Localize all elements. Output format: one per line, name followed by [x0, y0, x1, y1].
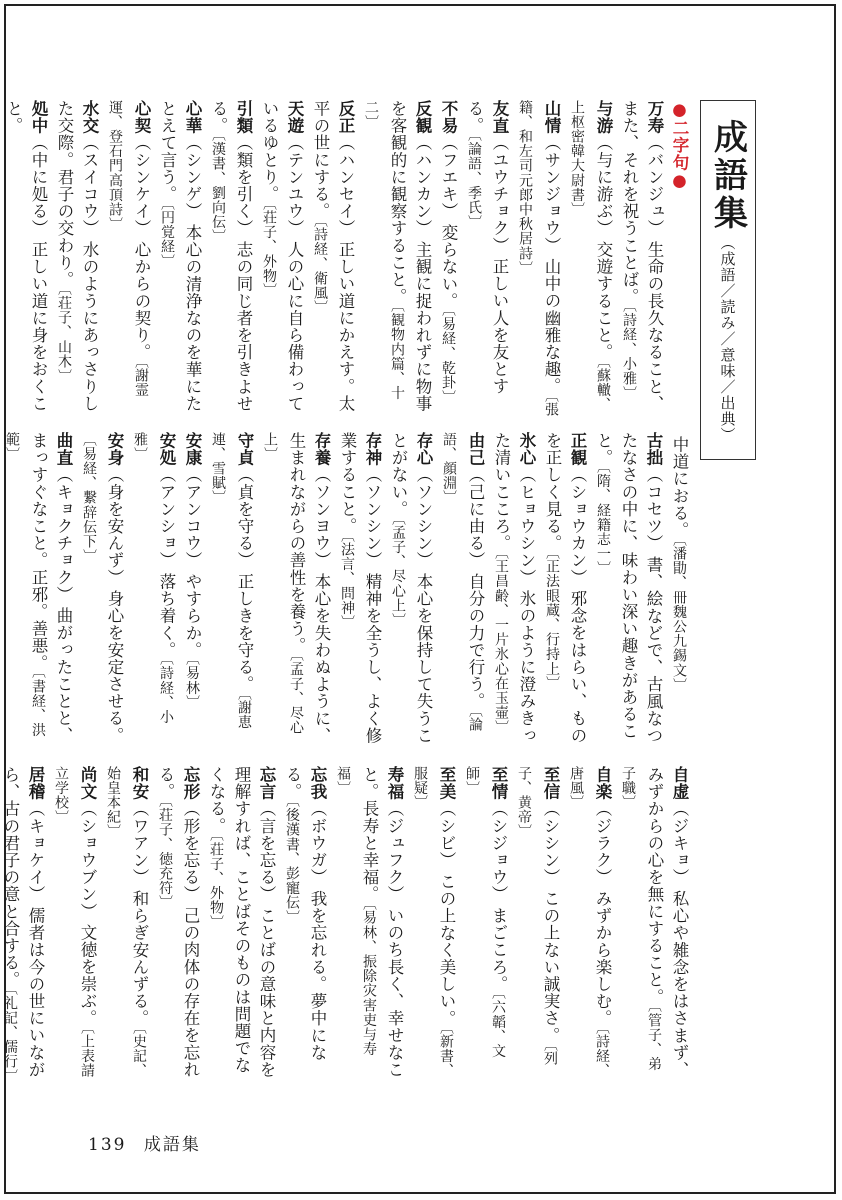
entry-source: 〔 張籍、和左司元郎中秋居詩 〕 [517, 100, 559, 417]
entry-source: 〔 孟子、尽心上 〕 [390, 518, 406, 628]
entry-meaning: 正しきを守る。 [235, 572, 254, 693]
entry-source: 〔 謝霊運、登石門高頂詩 〕 [107, 100, 149, 397]
entry [205, 432, 257, 750]
entry-source: 〔 易経、繋辞伝下 〕 [81, 432, 97, 563]
entry [459, 766, 511, 1084]
entry-meaning: 水のようにあっさりした交際。君子の交わり。 [55, 100, 99, 412]
entry-meaning: 私心や雑念をはさまず、みずからの心を無にすること。 [645, 766, 689, 1078]
entry-term: 水交 [80, 100, 99, 135]
entry [512, 100, 564, 418]
entry-source: 〔 列子、黄帝 〕 [516, 766, 558, 1066]
entry-reading: （類を引く） [234, 134, 253, 237]
entry-source: 〔 王昌齢、一片氷心在玉壷 〕 [493, 552, 509, 735]
entry [564, 100, 616, 418]
entry-reading: （身を安んず） [105, 466, 124, 586]
entry-term: 心華 [183, 100, 202, 135]
footer-label: 成語集 [143, 1135, 201, 1155]
entry-source: 〔 潘勖、冊魏公九錫文 〕 [671, 539, 687, 693]
entry-term: 和安 [130, 766, 149, 801]
title-box [700, 100, 756, 460]
entry [539, 432, 590, 750]
entry [358, 100, 435, 418]
entry-term: 居稽 [26, 766, 45, 801]
entry-source: 〔 荘子、外物 〕 [261, 203, 277, 298]
entry [257, 432, 334, 750]
entry-meaning: 変らない。 [439, 223, 458, 310]
entry-meaning: 生命の長久なること、また、それを祝うことば。 [620, 100, 664, 412]
entry-reading: （形を忘る） [181, 800, 200, 903]
entry-reading: （シンケイ） [132, 134, 151, 237]
entry-term: 存心 [414, 432, 433, 467]
bullet-icon: ● [670, 100, 689, 120]
page-footer [88, 1130, 201, 1155]
entry-reading: （ショウカン） [568, 466, 587, 586]
entry-reading: （コセツ） [644, 466, 663, 552]
page-subtitle: （成語／読み／意味／出典） [718, 235, 737, 443]
entry [563, 766, 615, 1084]
entry-meaning: 中道におる。 [670, 436, 689, 539]
entry-source: 〔 史記、始皇本紀 〕 [105, 766, 147, 1078]
entry-term: 守貞 [235, 432, 254, 467]
entry-reading: （ジラク） [593, 800, 612, 886]
entry-meaning: ことばの意味と内容を理解すれば、ことばそのものは問題でなくなる。 [207, 766, 276, 1078]
entry-source: 〔 隋、経籍志一 〕 [595, 466, 611, 576]
entry-reading: （己に由る） [466, 466, 485, 569]
entry-term: 安処 [157, 432, 176, 467]
entry-term: 至信 [541, 766, 560, 801]
entry-reading: （キョクチョク） [54, 466, 73, 604]
entry-meaning: 己の肉体の存在を忘れる。 [156, 766, 200, 1078]
entry-term: 自虚 [670, 766, 689, 801]
entry-reading: （テンユウ） [285, 134, 304, 237]
entry-source: 〔 新書、服疑 〕 [412, 766, 454, 1078]
entry [666, 432, 692, 750]
entry-meaning: この上ない誠実さ。 [541, 889, 560, 1044]
entry-reading: （シンゲ） [183, 134, 202, 220]
entry [76, 432, 127, 750]
entry-reading: （シジョウ） [489, 800, 508, 903]
entry-source: 〔 荘子、外物 〕 [208, 834, 224, 929]
entry [102, 100, 154, 418]
entry-reading: （貞を守る） [235, 466, 254, 569]
entry-reading: （ワアン） [130, 800, 149, 886]
entry-source: 〔 荘子、徳充符 〕 [157, 800, 173, 910]
entry [0, 766, 48, 1084]
entry [407, 766, 459, 1084]
entry-source: 〔 礼記、儒行 〕 [2, 988, 18, 1083]
entry-meaning: 氷のように澄みきった清いこころ。 [492, 432, 536, 744]
entry-term: 曲直 [54, 432, 73, 467]
entry-reading: （ヒョウシン） [517, 466, 536, 586]
entry [154, 100, 205, 418]
entry-reading: （ソンシン） [414, 466, 433, 569]
entry [1, 100, 51, 418]
entry [152, 766, 203, 1084]
entry-term: 反正 [336, 100, 355, 135]
entry-source: 〔 詩経、小雅 〕 [621, 305, 637, 400]
entry-reading: （フエキ） [439, 134, 458, 220]
entry-meaning: 儒者は今の世にいながら、古の君子の意と合する。 [1, 766, 45, 1078]
entry-source: 〔 正法眼蔵、行持上 〕 [544, 552, 560, 691]
entry-term: 万寿 [645, 100, 664, 135]
entry-meaning: 落ち着く。 [157, 572, 176, 659]
entry [334, 432, 385, 750]
entry-meaning: 心からの契り。 [132, 240, 151, 361]
entry [385, 432, 436, 750]
entry-meaning: この上なく美しい。 [437, 872, 456, 1027]
entry [0, 432, 76, 750]
entry-meaning: 交遊すること。 [594, 240, 613, 361]
entry [616, 100, 667, 418]
entry-source: 〔 法言、問神 〕 [339, 535, 355, 630]
entry-source: 〔 書経、洪範 〕 [4, 432, 46, 737]
entry-reading: （ハンセイ） [336, 134, 355, 237]
entry-term: 心契 [132, 100, 151, 135]
entry-term: 友直 [490, 100, 509, 135]
entry-meaning: 邪念をはらい、ものを正しく見る。 [543, 432, 587, 744]
entry-source: 〔 観物内篇、十二 〕 [363, 100, 405, 400]
entry-meaning: 本心の清浄なのを華にたとえて言う。 [158, 100, 202, 412]
entry-source: 〔 詩経、唐風 〕 [568, 766, 610, 1078]
entry-reading: （シシン） [541, 800, 560, 886]
entry [179, 432, 205, 750]
entry-meaning: 本心を失わぬように、生まれながらの善性を養う。 [287, 432, 331, 744]
entry-source: 〔 易林、振除灾害吏与寿福 〕 [335, 766, 377, 1056]
entry-meaning: 正しい人を友とする。 [465, 100, 509, 395]
entry-term: 忘我 [308, 766, 327, 801]
entry-reading: （ジキョ） [670, 800, 689, 886]
entry-reading: （言を忘る） [257, 800, 276, 903]
entry-term: 自楽 [593, 766, 612, 801]
entry-term: 天遊 [285, 100, 304, 135]
entry-term: 不易 [439, 100, 458, 135]
entry-source: 〔 易林 〕 [184, 658, 200, 709]
entry [330, 766, 407, 1084]
entry-meaning: 主観に捉われずに物事を客観的に観察すること。 [388, 100, 432, 412]
entry-source: 〔 漢書、劉向伝 〕 [210, 134, 226, 244]
entry-meaning: 和らぎ安んずる。 [130, 889, 149, 1027]
entry-source: 〔 上表請立学校 〕 [53, 766, 95, 1078]
entry-meaning: まごころ。 [489, 906, 508, 993]
entry-meaning: 山中の幽雅な趣。 [542, 257, 561, 395]
entry-meaning: 人の心に自ら備わっているゆとり。 [260, 100, 304, 412]
entry-meaning: 文徳を崇ぶ。 [78, 923, 97, 1027]
entry-source: 〔 荘子、山木 〕 [56, 288, 72, 383]
entry-source: 〔 詩経、衛風 〕 [312, 220, 328, 315]
page-title: 成語集 [707, 119, 748, 233]
entry-reading: （バンジュ） [645, 134, 664, 237]
entry-meaning: 正しい道に身をおくこと。 [4, 100, 48, 412]
entry-term: 至美 [437, 766, 456, 801]
section-heading-text: 二字句 [670, 119, 689, 171]
entry-reading: （スイコウ） [80, 134, 99, 237]
entry-term: 忘形 [181, 766, 200, 801]
entry-term: 忘言 [257, 766, 276, 801]
entry-reading: （ユウチョク） [490, 134, 509, 254]
entry-source: 〔 管子、弟子職 〕 [620, 766, 662, 1071]
entry [256, 100, 307, 418]
entry-reading: （サンジョウ） [542, 134, 561, 254]
entry-source: 〔 孟子、尽心上 〕 [262, 432, 304, 735]
entry-term: 至情 [489, 766, 508, 801]
entry-source: 〔 詩経、小雅 〕 [132, 432, 174, 724]
entry [461, 100, 512, 418]
entry-source: 〔 謝恵連、雪賦 〕 [210, 432, 252, 729]
entry-reading: （中に処る） [29, 134, 48, 237]
entry-meaning: やすらか。 [183, 572, 202, 659]
entry-column-2 [0, 432, 692, 750]
entry [436, 432, 488, 750]
section-heading [667, 100, 692, 418]
entry-reading: （ソンシン） [363, 466, 382, 569]
entry [127, 432, 179, 750]
entry [307, 100, 358, 418]
entry-meaning: 本心を保持して失うことがない。 [389, 432, 433, 744]
entry-term: 存神 [363, 432, 382, 467]
entry-term: 山情 [542, 100, 561, 135]
entry-meaning: みずから楽しむ。 [593, 889, 612, 1027]
entry-source: 〔 易経、乾卦 〕 [440, 309, 456, 404]
entry-reading: （ソンヨウ） [312, 466, 331, 569]
entry-meaning: 精神を全うし、よく修業すること。 [338, 432, 382, 744]
entry-meaning: 正しい道にかえす。太平の世にする。 [311, 100, 355, 412]
entry [203, 766, 279, 1084]
entry [435, 100, 461, 418]
entry-reading: （アンショ） [157, 466, 176, 569]
entry [51, 100, 102, 418]
entry-term: 古拙 [644, 432, 663, 467]
entry [511, 766, 563, 1084]
entry-term: 正観 [568, 432, 587, 467]
entry-meaning: いのち長く、幸せなこと。長寿と幸福。 [360, 766, 404, 1078]
entry-meaning: 書、絵などで、古風なつたなさの中に、味わい深い趣きがあること。 [594, 432, 663, 744]
entry [590, 432, 666, 750]
entry-source: 〔 論語、顔淵 〕 [441, 432, 483, 732]
entry [615, 766, 692, 1084]
entry-term: 氷心 [517, 432, 536, 467]
entry-reading: （ボウガ） [308, 800, 327, 886]
entry-term: 由己 [466, 432, 485, 467]
entry-term: 処中 [29, 100, 48, 135]
entry [205, 100, 256, 418]
entry-term: 寿福 [385, 766, 404, 801]
entry [488, 432, 539, 750]
entry-term: 反観 [413, 100, 432, 135]
entry-column-3 [0, 766, 692, 1084]
entry-meaning: 我を忘れる。夢中になる。 [283, 766, 327, 1061]
entry [100, 766, 152, 1084]
entry-source: 〔 論語、季氏 〕 [466, 134, 482, 229]
entry-source: 〔 円覚経 〕 [159, 203, 175, 269]
entry [279, 766, 330, 1084]
entry-term: 与游 [594, 100, 613, 135]
page-number: 139 [88, 1135, 127, 1155]
entry [48, 766, 100, 1084]
entry-meaning: 志の同じ者を引きよせる。 [209, 100, 253, 412]
entry-reading: （アンコウ） [183, 466, 202, 569]
bullet-icon: ● [670, 170, 689, 191]
entry-meaning: 曲がったことと、まっすぐなこと。正邪。善悪。 [29, 432, 73, 744]
entry-reading: （キョケイ） [26, 800, 45, 903]
entry-source: 〔 六韜、文師 〕 [464, 766, 506, 1058]
entry-meaning: 身心を安定させる。 [105, 589, 124, 744]
entry-reading: （ジュフク） [385, 800, 404, 903]
entry-term: 安身 [105, 432, 124, 467]
entry-reading: （ショウブン） [78, 800, 97, 920]
entry-term: 引類 [234, 100, 253, 135]
entry-column-1 [1, 100, 692, 418]
entry-term: 安康 [183, 432, 202, 467]
entry-term: 存養 [312, 432, 331, 467]
entry-term: 尚文 [78, 766, 97, 801]
entry-reading: （シビ） [437, 800, 456, 869]
entry-reading: （ハンカン） [413, 134, 432, 237]
entry-source: 〔 蘇轍、上枢密韓大尉書 〕 [569, 100, 611, 412]
entry-meaning: 自分の力で行う。 [466, 572, 485, 710]
entry-source: 〔 後漢書、彭寵伝 〕 [284, 800, 300, 924]
entry-reading: （与に游ぶ） [594, 134, 613, 237]
